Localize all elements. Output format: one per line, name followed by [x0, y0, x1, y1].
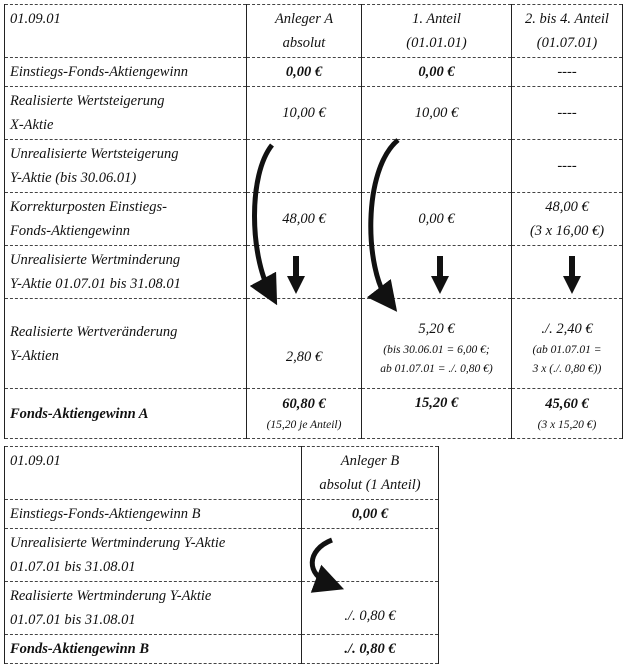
- value-line: 5,20 €: [418, 320, 455, 337]
- value-cell: ./. 0,80 €: [302, 582, 439, 635]
- value-cell: [512, 193, 623, 246]
- header-date: 01.09.01: [5, 447, 302, 500]
- header-text: (01.07.01): [536, 35, 598, 51]
- row-label: Einstiegs-Fonds-Aktiengewinn B: [5, 500, 302, 529]
- header-date: 01.09.01: [5, 5, 247, 58]
- value-cell: 15,20 €: [362, 389, 512, 439]
- table-row: [5, 58, 623, 87]
- value-cell: [247, 140, 362, 193]
- value-cell: ----: [512, 58, 623, 87]
- label-line: Y-Aktie (bis 30.06.01): [10, 170, 137, 186]
- table-row: [5, 140, 623, 193]
- row-label: [5, 246, 247, 299]
- label-line: Fonds-Aktiengewinn: [10, 223, 131, 239]
- label-line: Realisierte Wertminderung Y-Aktie: [10, 588, 212, 604]
- value-cell: 0,00 €: [302, 500, 439, 529]
- value-cell: [362, 246, 512, 299]
- fonds-aktiengewinn-a-table: [4, 4, 623, 439]
- value-cell: [512, 246, 623, 299]
- fonds-aktiengewinn-b-table: [4, 446, 439, 664]
- value-cell: 10,00 €: [247, 87, 362, 140]
- label-line: Y-Aktie 01.07.01 bis 31.08.01: [10, 276, 181, 292]
- table-row: [5, 299, 623, 389]
- table-row: [5, 500, 439, 529]
- value-cell: [247, 389, 362, 439]
- header-text: 2. bis 4. Anteil: [525, 11, 609, 27]
- table-total-row: [5, 635, 439, 664]
- value-cell: [247, 246, 362, 299]
- header-second-to-fourth-share: [512, 5, 623, 58]
- value-line: (bis 30.06.01 = 6,00 €;: [383, 343, 490, 356]
- value-cell: 0,00 €: [247, 58, 362, 87]
- table-row: [5, 582, 439, 635]
- row-label: [5, 87, 247, 140]
- value-line: 3 x (./. 0,80 €)): [532, 362, 602, 375]
- value-cell: [512, 299, 623, 389]
- value-line: ./. 2,40 €: [541, 320, 593, 337]
- value-line: 45,60 €: [545, 396, 589, 412]
- row-label: [5, 140, 247, 193]
- value-cell: [362, 140, 512, 193]
- row-label: [5, 529, 302, 582]
- value-line: 60,80 €: [282, 396, 326, 412]
- value-cell: ----: [512, 87, 623, 140]
- header-anleger-b: [302, 447, 439, 500]
- row-label: Fonds-Aktiengewinn B: [5, 635, 302, 664]
- label-line: Realisierte Wertsteigerung: [10, 93, 165, 109]
- header-text: Anleger A: [274, 11, 334, 27]
- value-line: (3 x 15,20 €): [537, 419, 597, 431]
- value-line: (3 x 16,00 €): [529, 223, 605, 239]
- label-line: Y-Aktien: [10, 347, 59, 364]
- header-text: Anleger B: [340, 453, 400, 469]
- row-label: Fonds-Aktiengewinn A: [5, 389, 247, 439]
- value-line: (ab 01.07.01 =: [532, 343, 602, 356]
- table-header-row: [5, 5, 623, 58]
- table-row: [5, 246, 623, 299]
- header-text: 1. Anteil: [412, 11, 461, 27]
- header-anleger-a: [247, 5, 362, 58]
- row-label: Einstiegs-Fonds-Aktiengewinn: [5, 58, 247, 87]
- row-label: [5, 582, 302, 635]
- label-line: Unrealisierte Wertminderung Y-Aktie: [10, 535, 226, 551]
- label-line: 01.07.01 bis 31.08.01: [10, 612, 136, 628]
- value-cell: ----: [512, 140, 623, 193]
- table-row: [5, 87, 623, 140]
- row-label: [5, 299, 247, 389]
- value-cell: [362, 299, 512, 389]
- label-line: 01.07.01 bis 31.08.01: [10, 559, 136, 575]
- header-first-share: [362, 5, 512, 58]
- label-line: Unrealisierte Wertminderung: [10, 252, 181, 268]
- label-line: Unrealisierte Wertsteigerung: [10, 146, 179, 162]
- table-header-row: [5, 447, 439, 500]
- row-label: [5, 193, 247, 246]
- label-line: X-Aktie: [10, 117, 54, 133]
- value-line: 48,00 €: [545, 199, 589, 215]
- value-cell: ./. 0,80 €: [302, 635, 439, 664]
- value-cell: 48,00 €: [247, 193, 362, 246]
- value-cell: [512, 389, 623, 439]
- label-line: Realisierte Wertveränderung: [10, 323, 178, 340]
- header-text: absolut: [282, 35, 326, 51]
- value-cell: 0,00 €: [362, 193, 512, 246]
- label-line: Korrekturposten Einstiegs-: [10, 199, 167, 215]
- table-total-row: [5, 389, 623, 439]
- value-line: (15,20 je Anteil): [266, 419, 342, 431]
- header-text: (01.01.01): [406, 35, 467, 51]
- value-cell: 2,80 €: [247, 299, 362, 389]
- value-cell: 10,00 €: [362, 87, 512, 140]
- header-text: absolut (1 Anteil): [319, 477, 421, 493]
- value-cell: 0,00 €: [362, 58, 512, 87]
- value-cell: [302, 529, 439, 582]
- value-line: ab 01.07.01 = ./. 0,80 €): [380, 362, 493, 375]
- table-row: [5, 193, 623, 246]
- table-row: [5, 529, 439, 582]
